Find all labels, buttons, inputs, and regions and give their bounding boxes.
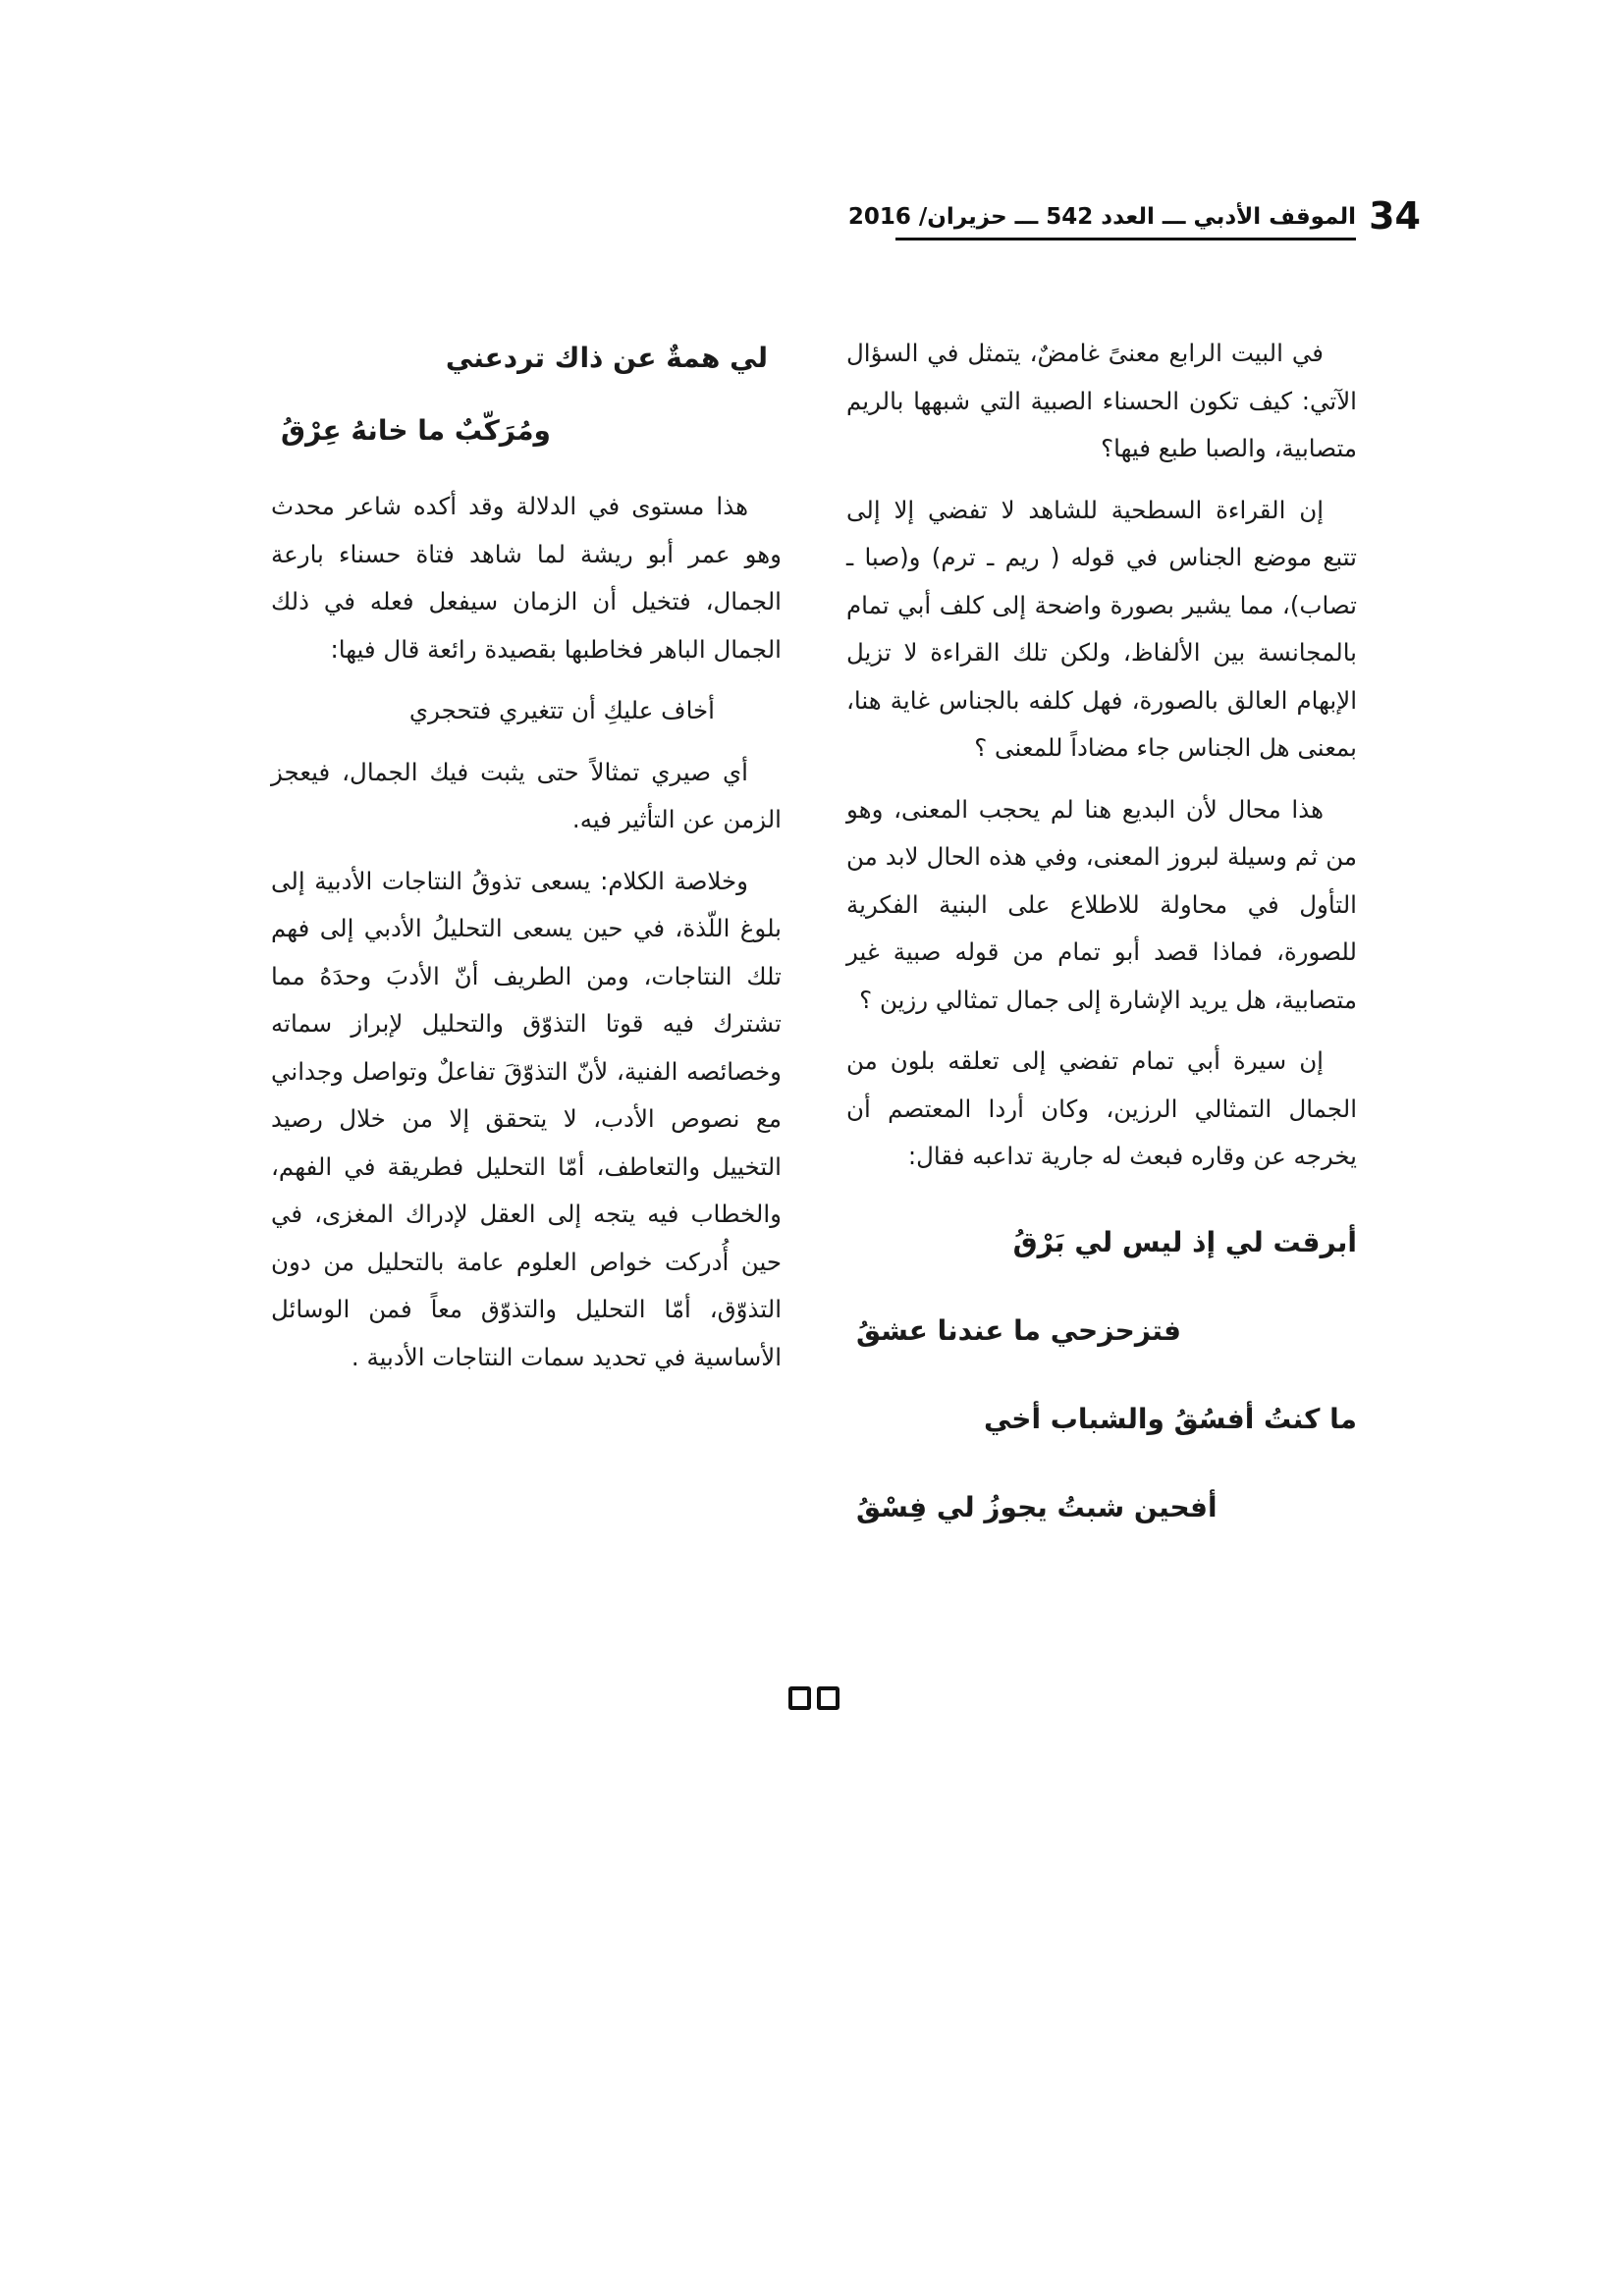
- verse-line: ما كنتُ أفسُقُ والشباب أخي: [983, 1402, 1357, 1435]
- paragraph: إن سيرة أبي تمام تفضي إلى تعلقه بلون من الجمال التمثالي الرزين، وكان أردا المعتصم أن يخرجه عن وقاره فبعث له جارية تداعبه فقال:: [846, 1046, 1357, 1170]
- square-icon: [817, 1686, 839, 1710]
- left-column: [271, 336, 782, 1395]
- header-rule: [895, 238, 1356, 240]
- paragraph: وخلاصة الكلام: يسعى تذوقُ النتاجات الأدبية إلى بلوغ اللّذة، في حين يسعى التحليلُ الأدبي إلى فهم تلك النتاجات، ومن الطريف أنّ الأدبَ وحدَهُ مما تشترك فيه قوتا التذوّق والتحليل لإبراز سماته وخصائصه الفنية، لأنّ التذوّقَ تفاعلٌ وتواصل وجداني مع نصوص الأدب، لا يتحقق إلا من خلال رصيد التخييل والتعاطف، أمّا التحليل فطريقة في الفهم، والخطاب فيه يتجه إلى العقل لإدراك المغزى، في حين أُدركت خواص العلوم عامة بالتحليل من دون التذوّق، أمّا التحليل والتذوّق معاً فمن الوسائل الأساسية في تحديد سمات النتاجات الأدبية .: [271, 866, 782, 1371]
- poem-verses: [846, 1220, 1357, 1530]
- double-square-end-icon: [788, 1686, 839, 1708]
- running-title: الموقف الأدبي ـــ العدد 542 ـــ حزيران/ 2016: [847, 204, 1356, 230]
- verse-line: أبرقت لي إذ ليس لي بَرْقُ: [1012, 1225, 1357, 1258]
- page-header: [847, 192, 1421, 247]
- verse-line: ومُرَكّبٌ ما خانهُ عِرْقُ: [281, 414, 551, 447]
- page-number: 34: [1369, 194, 1421, 238]
- paragraph: هذا مستوى في الدلالة وقد أكده شاعر محدث وهو عمر أبو ريشة لما شاهد فتاة حسناء بارعة الجمال، فتخيل أن الزمان سيفعل فعله في ذلك الجمال الباهر فخاطبها بقصيدة رائعة قال فيها:: [271, 492, 782, 664]
- right-column: [846, 330, 1357, 1574]
- square-icon: [788, 1686, 811, 1710]
- poem-verses: [271, 336, 782, 454]
- paragraph: هذا محال لأن البديع هنا لم يحجب المعنى، وهو من ثم وسيلة لبروز المعنى، وفي هذه الحال لابد من التأول في محاولة للاطلاع على البنية الفكرية للصورة، فماذا قصد أبو تمام من قوله صبية غير متصابية، هل يريد الإشارة إلى جمال تمثالي رزين ؟: [846, 794, 1357, 1014]
- verse-line: فتزحزحي ما عندنا عشقُ: [856, 1313, 1181, 1347]
- paragraph: في البيت الرابع معنىً غامضٌ، يتمثل في السؤال الآتي: كيف تكون الحسناء الصبية التي شبهها بالريم متصابية، والصبا طبع فيها؟: [846, 339, 1357, 462]
- paragraph: إن القراءة السطحية للشاهد لا تفضي إلا إلى تتبع موضع الجناس في قوله ( ريم ـ ترم) و(صبا ـ تصاب)، مما يشير بصورة واضحة إلى كلف أبي تمام بالمجانسة بين الألفاظ، ولكن تلك القراءة لا تزيل الإبهام العالق بالصورة، فهل كلفه بالجناس غاية هنا، بمعنى هل الجناس جاء مضاداً للمعنى ؟: [846, 495, 1357, 762]
- quoted-verse: أخاف عليكِ أن تتغيري فتحجري: [408, 696, 715, 724]
- paragraph: أي صيري تمثالاً حتى يثبت فيك الجمال، فيعجز الزمن عن التأثير فيه.: [271, 757, 782, 833]
- verse-line: أفحين شبتُ يجوزُ لي فِسْقُ: [856, 1490, 1218, 1523]
- verse-line: لي همةٌ عن ذاك تردعني: [445, 342, 768, 374]
